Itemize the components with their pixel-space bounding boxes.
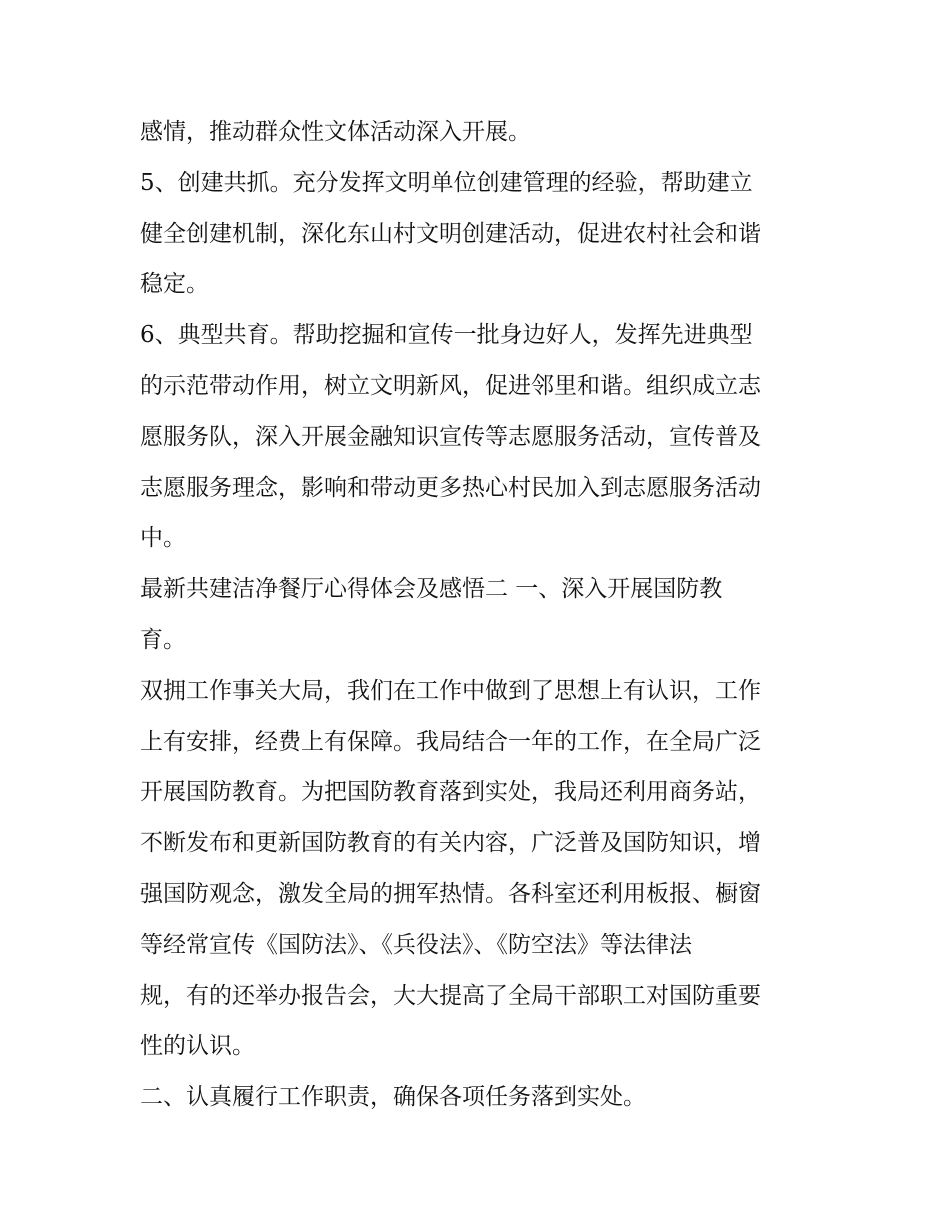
text-line: 不断发布和更新国防教育的有关内容，广泛普及国防知识，增 xyxy=(140,830,761,857)
text-line: 志愿服务理念，影响和带动更多热心村民加入到志愿服务活动 xyxy=(140,474,761,501)
text-line: 6、典型共育。帮助挖掘和宣传一批身边好人，发挥先进典型 xyxy=(140,322,753,349)
text-line: 性的认识。 xyxy=(140,1033,255,1060)
text-line: 双拥工作事关大局，我们在工作中做到了思想上有认识，工作 xyxy=(140,677,761,704)
body-text xyxy=(140,107,820,1123)
text-line: 等经常宣传《国防法》、《兵役法》、《防空法》等法律法 xyxy=(140,931,692,958)
text-line: 强国防观念，激发全局的拥军热情。各科室还利用板报、橱窗 xyxy=(140,880,761,907)
text-line: 最新共建洁净餐厅心得体会及感悟二 一、深入开展国防教 xyxy=(140,576,723,603)
text-line: 育。 xyxy=(140,626,186,653)
text-line: 二、认真履行工作职责，确保各项任务落到实处。 xyxy=(140,1084,646,1111)
text-line: 稳定。 xyxy=(140,271,209,298)
text-line: 5、创建共抓。充分发挥文明单位创建管理的经验，帮助建立 xyxy=(140,169,753,196)
text-line: 规，有的还举办报告会，大大提高了全局干部职工对国防重要 xyxy=(140,982,761,1009)
text-line: 的示范带动作用，树立文明新风，促进邻里和谐。组织成立志 xyxy=(140,372,761,399)
text-line: 愿服务队，深入开展金融知识宣传等志愿服务活动，宣传普及 xyxy=(140,423,761,450)
text-line: 上有安排，经费上有保障。我局结合一年的工作，在全局广泛 xyxy=(140,728,761,755)
text-line: 健全创建机制，深化东山村文明创建活动，促进农村社会和谐 xyxy=(140,220,761,247)
text-line: 中。 xyxy=(140,525,186,552)
text-line: 感情，推动群众性文体活动深入开展。 xyxy=(140,119,531,145)
text-line: 开展国防教育。为把国防教育落到实处，我局还利用商务站， xyxy=(140,779,761,806)
